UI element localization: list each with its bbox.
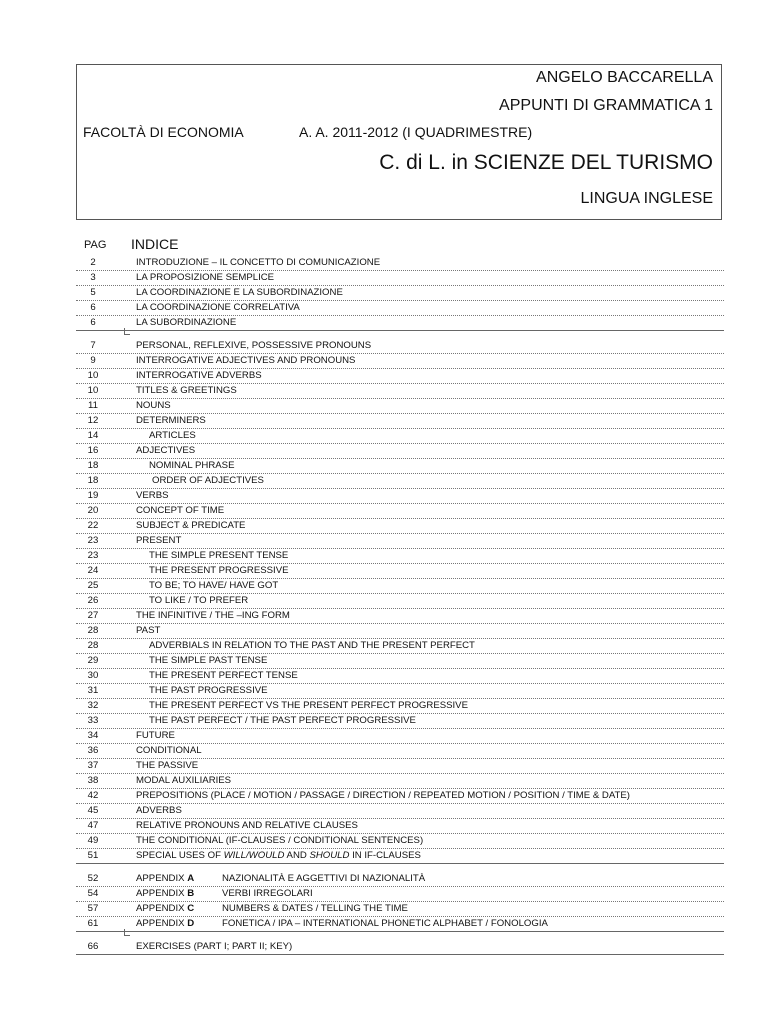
toc-row[interactable] <box>76 459 724 474</box>
toc-entry-title: LA COORDINAZIONE E LA SUBORDINAZIONE <box>136 287 343 298</box>
toc-entry-title: TO BE; TO HAVE/ HAVE GOT <box>149 580 279 591</box>
toc-entry-title: THE PRESENT PROGRESSIVE <box>149 565 289 576</box>
toc-row[interactable] <box>76 369 724 384</box>
toc-row[interactable] <box>76 414 724 429</box>
toc-row[interactable] <box>76 744 724 759</box>
appendix-letter: C <box>187 903 195 914</box>
toc-entry-title: EXERCISES (PART I; PART II; KEY) <box>136 941 293 952</box>
toc-page-number: 25 <box>87 580 99 591</box>
faculty-name: FACOLTÀ DI ECONOMIA <box>83 124 244 140</box>
toc-page-number: 9 <box>90 355 96 366</box>
toc-page-number: 38 <box>87 775 99 786</box>
toc-entry-title: SUBJECT & PREDICATE <box>136 520 246 531</box>
toc-page-number: 7 <box>90 340 96 351</box>
appendix-title: NUMBERS & DATES / TELLING THE TIME <box>222 903 408 914</box>
toc-entry-title: THE SIMPLE PAST TENSE <box>149 655 268 666</box>
toc-page-number: 51 <box>87 850 99 861</box>
appendix-entry <box>136 872 425 886</box>
appendix-word: APPENDIX <box>136 873 188 884</box>
appendix-letter: A <box>187 873 195 884</box>
appendix-code <box>136 917 222 931</box>
toc-entry-title: INTERROGATIVE ADVERBS <box>136 370 262 381</box>
title-part: AND <box>284 850 310 861</box>
toc-entry-title: DETERMINERS <box>136 415 206 426</box>
appendix-title: VERBI IRREGOLARI <box>222 888 313 899</box>
toc-row[interactable] <box>76 384 724 399</box>
toc-row[interactable] <box>76 316 724 331</box>
toc-page-number: 28 <box>87 625 99 636</box>
title-emphasis: SHOULD <box>309 850 350 861</box>
toc-entry-title: LA SUBORDINAZIONE <box>136 317 237 328</box>
toc-page-number: 20 <box>87 505 99 516</box>
toc-page-number: 52 <box>87 873 99 884</box>
toc-page-number: 31 <box>87 685 99 696</box>
appendix-entry <box>136 917 548 931</box>
toc-page-number: 6 <box>90 302 96 313</box>
appendix-word: APPENDIX <box>136 888 188 899</box>
toc-entry-title: THE CONDITIONAL (IF-CLAUSES / CONDITIONAL SENTENCES) <box>136 835 424 846</box>
toc-entry-title: THE PRESENT PERFECT VS THE PRESENT PERFECT PROGRESSIVE <box>149 700 468 711</box>
toc-page-number: 3 <box>90 272 96 283</box>
toc-entry-title: RELATIVE PRONOUNS AND RELATIVE CLAUSES <box>136 820 358 831</box>
separator-tick <box>124 929 130 936</box>
appendix-letter: D <box>187 918 195 929</box>
toc-entry-title: PREPOSITIONS (PLACE / MOTION / PASSAGE / DIRECTION / REPEATED MOTION / POSITION / TIME & DATE) <box>136 790 630 801</box>
toc-entry-title: LA PROPOSIZIONE SEMPLICE <box>136 272 275 283</box>
group-separator <box>76 331 724 339</box>
toc-page-number: 24 <box>87 565 99 576</box>
toc-row[interactable] <box>76 872 724 887</box>
author-name: ANGELO BACCARELLA <box>536 69 713 86</box>
toc-entry-title: CONDITIONAL <box>136 745 202 756</box>
index-title: INDICE <box>131 236 179 252</box>
toc-row[interactable] <box>76 804 724 819</box>
toc-page-number: 6 <box>90 317 96 328</box>
toc-row[interactable] <box>76 699 724 714</box>
toc-entry-title: THE SIMPLE PRESENT TENSE <box>149 550 289 561</box>
title-part: SPECIAL USES OF <box>136 850 224 861</box>
toc-row[interactable] <box>76 834 724 849</box>
toc-row[interactable] <box>76 639 724 654</box>
toc-page-number: 36 <box>87 745 99 756</box>
toc-row[interactable] <box>76 594 724 609</box>
toc-row[interactable] <box>76 519 724 534</box>
toc-row[interactable] <box>76 729 724 744</box>
appendix-title: NAZIONALITÀ E AGGETTIVI DI NAZIONALITÀ <box>222 873 426 884</box>
appendix-code <box>136 872 222 886</box>
toc-entry-title: THE PASSIVE <box>136 760 199 771</box>
toc-entry-title: PRESENT <box>136 535 182 546</box>
academic-year: A. A. 2011-2012 (I QUADRIMESTRE) <box>299 124 533 140</box>
appendix-entry <box>136 887 313 901</box>
document-subtitle: APPUNTI DI GRAMMATICA 1 <box>499 97 713 114</box>
toc-entry-title: THE PRESENT PERFECT TENSE <box>149 670 298 681</box>
toc-entry-title: THE INFINITIVE / THE –ING FORM <box>136 610 290 621</box>
toc-row[interactable] <box>76 819 724 834</box>
toc-page-number: 66 <box>87 941 99 952</box>
toc-entry-title: TO LIKE / TO PREFER <box>149 595 249 606</box>
toc-page-number: 11 <box>88 400 98 411</box>
appendix-word: APPENDIX <box>136 903 188 914</box>
toc-page-number: 45 <box>87 805 99 816</box>
toc-row[interactable] <box>76 301 724 316</box>
toc-row[interactable] <box>76 849 724 864</box>
appendix-word: APPENDIX <box>136 918 188 929</box>
toc-row[interactable] <box>76 579 724 594</box>
toc-row[interactable] <box>76 549 724 564</box>
toc-page-number: 19 <box>87 490 99 501</box>
toc-page-number: 5 <box>90 287 96 298</box>
toc-page-number: 10 <box>87 370 99 381</box>
toc-row[interactable] <box>76 774 724 789</box>
toc-page-number: 54 <box>87 888 99 899</box>
toc-row[interactable] <box>76 399 724 414</box>
toc-row[interactable] <box>76 564 724 579</box>
toc-entry-title <box>136 849 421 863</box>
toc-row[interactable] <box>76 940 724 955</box>
toc-page-number: 34 <box>87 730 99 741</box>
toc-entry-title: VERBS <box>136 490 169 501</box>
toc-entry-title: MODAL AUXILIARIES <box>136 775 232 786</box>
toc-page-number: 37 <box>87 760 99 771</box>
toc-page-number: 26 <box>87 595 99 606</box>
toc-row[interactable] <box>76 474 724 489</box>
toc-entry-title: PERSONAL, REFLEXIVE, POSSESSIVE PRONOUNS <box>136 340 372 351</box>
toc-row[interactable] <box>76 684 724 699</box>
toc-page-number: 16 <box>87 445 99 456</box>
toc-entry-title: NOUNS <box>136 400 171 411</box>
toc-entry-title: INTRODUZIONE – IL CONCETTO DI COMUNICAZIONE <box>136 257 381 268</box>
toc-row[interactable] <box>76 624 724 639</box>
toc-row[interactable] <box>76 917 724 932</box>
title-box <box>76 64 722 220</box>
toc-row[interactable] <box>76 534 724 549</box>
toc-page-number: 10 <box>87 385 99 396</box>
toc-page-number: 30 <box>87 670 99 681</box>
toc-page-number: 23 <box>87 535 99 546</box>
title-part: IN IF-CLAUSES <box>349 850 421 861</box>
toc-page-number: 18 <box>87 460 99 471</box>
toc-entry-title: NOMINAL PHRASE <box>149 460 235 471</box>
group-separator <box>76 932 724 940</box>
toc-entry-title: THE PAST PROGRESSIVE <box>149 685 268 696</box>
toc-page-number: 61 <box>87 918 99 929</box>
toc-row[interactable] <box>76 489 724 504</box>
toc-entry-title: ARTICLES <box>149 430 196 441</box>
toc-row[interactable] <box>76 429 724 444</box>
toc-entry-title: LA COORDINAZIONE CORRELATIVA <box>136 302 300 313</box>
toc-page-number: 23 <box>87 550 99 561</box>
toc-entry-title: ORDER OF ADJECTIVES <box>152 475 264 486</box>
toc-row[interactable] <box>76 444 724 459</box>
toc-row[interactable] <box>76 339 724 354</box>
appendix-code <box>136 902 222 916</box>
toc-entry-title: INTERROGATIVE ADJECTIVES AND PRONOUNS <box>136 355 356 366</box>
language-name: LINGUA INGLESE <box>580 190 713 207</box>
toc-page-number: 14 <box>87 430 99 441</box>
toc-page-number: 32 <box>87 700 99 711</box>
toc-entry-title: TITLES & GREETINGS <box>136 385 237 396</box>
toc-row[interactable] <box>76 286 724 301</box>
toc-row[interactable] <box>76 609 724 624</box>
title-emphasis: WILL/WOULD <box>223 850 285 861</box>
separator-tick <box>124 328 130 335</box>
appendix-code <box>136 887 222 901</box>
toc-row[interactable] <box>76 654 724 669</box>
toc-row[interactable] <box>76 902 724 917</box>
toc-page-number: 18 <box>87 475 99 486</box>
appendix-letter: B <box>187 888 195 899</box>
toc-page-number: 29 <box>87 655 99 666</box>
toc-row[interactable] <box>76 887 724 902</box>
toc-page-number: 47 <box>87 820 99 831</box>
toc-row[interactable] <box>76 354 724 369</box>
toc-entry-title: FUTURE <box>136 730 175 741</box>
toc-page-number: 57 <box>87 903 99 914</box>
toc-entry-title: ADVERBS <box>136 805 182 816</box>
toc-row[interactable] <box>76 669 724 684</box>
toc-page-number: 49 <box>87 835 99 846</box>
toc-page-number: 2 <box>90 257 96 268</box>
toc-page-number: 42 <box>87 790 99 801</box>
index-heading <box>0 236 770 256</box>
toc-row[interactable] <box>76 789 724 804</box>
toc-entry-title: ADJECTIVES <box>136 445 196 456</box>
appendix-title: FONETICA / IPA – INTERNATIONAL PHONETIC ALPHABET / FONOLOGIA <box>222 918 548 929</box>
toc-row[interactable] <box>76 271 724 286</box>
page-column-label: PAG <box>84 239 107 251</box>
toc-page-number: 28 <box>87 640 99 651</box>
toc-row[interactable] <box>76 759 724 774</box>
toc-entry-title: ADVERBIALS IN RELATION TO THE PAST AND THE PRESENT PERFECT <box>149 640 475 651</box>
toc-page-number: 12 <box>87 415 99 426</box>
toc-page-number: 33 <box>87 715 99 726</box>
toc-entry-title: PAST <box>136 625 161 636</box>
toc-entry-title: CONCEPT OF TIME <box>136 505 225 516</box>
toc-row[interactable] <box>76 714 724 729</box>
toc-page-number: 22 <box>87 520 99 531</box>
toc-entry-title: THE PAST PERFECT / THE PAST PERFECT PROGRESSIVE <box>149 715 416 726</box>
toc-row[interactable] <box>76 504 724 519</box>
toc-page-number: 27 <box>87 610 99 621</box>
table-of-contents <box>76 256 724 955</box>
appendix-entry <box>136 902 408 916</box>
course-name: C. di L. in SCIENZE DEL TURISMO <box>379 151 713 174</box>
toc-row[interactable] <box>76 256 724 271</box>
